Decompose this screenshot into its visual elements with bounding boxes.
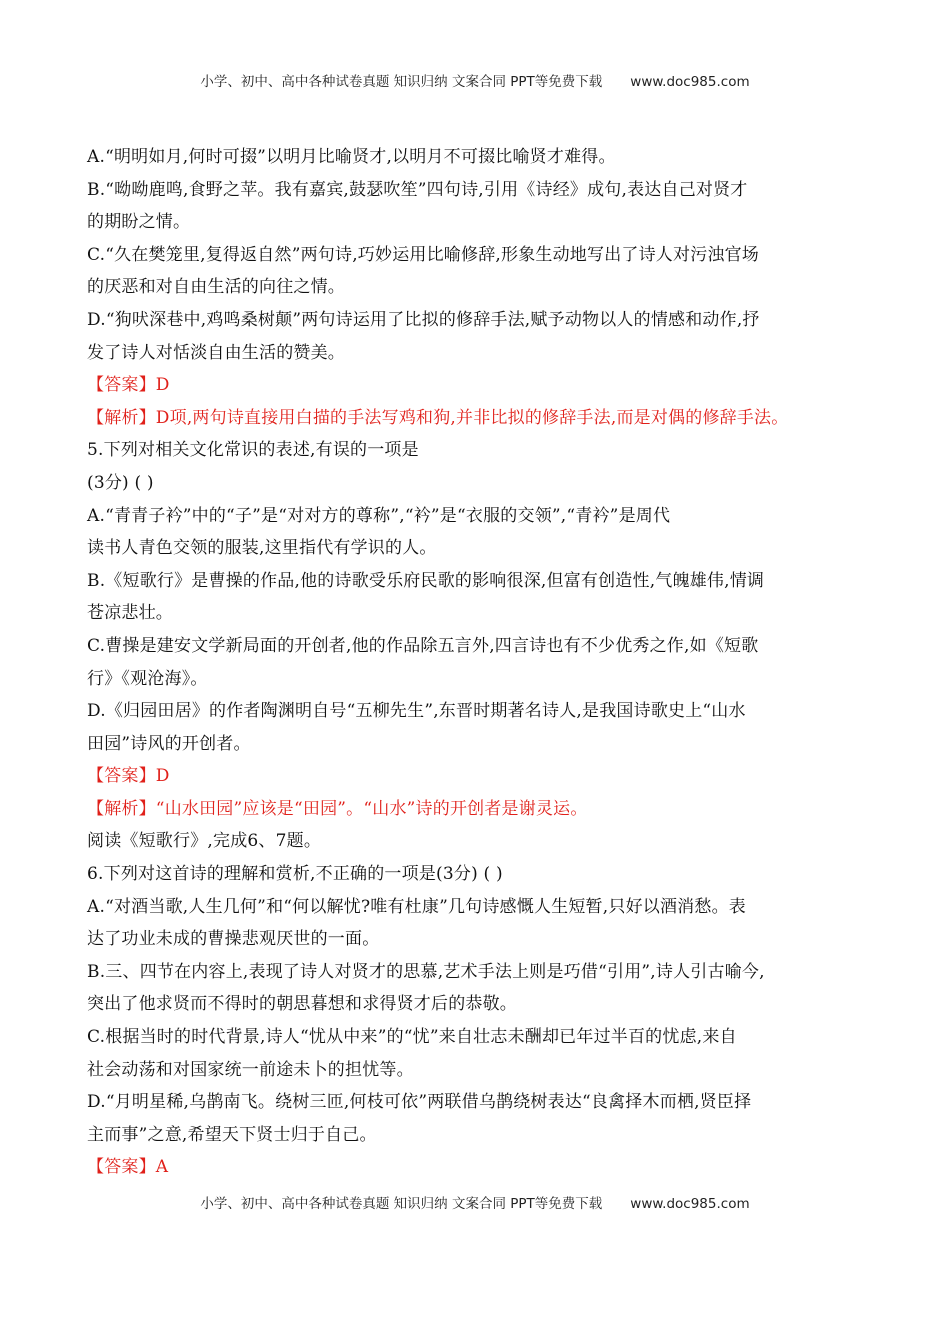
text-line: D.《归园田居》的作者陶渊明自号“五柳先生”,东晋时期著名诗人,是我国诗歌史上“山水 bbox=[87, 701, 746, 722]
text-line: 田园”诗风的开创者。 bbox=[87, 733, 251, 754]
text-line: 阅读《短歌行》,完成6、7题。 bbox=[87, 831, 322, 852]
text-line: B.三、四节在内容上,表现了诗人对贤才的思慕,艺术手法上则是巧借“引用”,诗人引古喻今, bbox=[87, 961, 765, 982]
text-line: 社会动荡和对国家统一前途未卜的担忧等。 bbox=[87, 1059, 414, 1080]
text-line: D.“月明星稀,乌鹊南飞。绕树三匝,何枝可依”两联借乌鹊绕树表达“良禽择木而栖,贤臣择 bbox=[87, 1092, 752, 1113]
text-line: D.“狗吠深巷中,鸡鸣桑树颠”两句诗运用了比拟的修辞手法,赋予动物以人的情感和动作,抒 bbox=[87, 309, 760, 330]
page-header bbox=[0, 70, 950, 90]
text-line: 主而事”之意,希望天下贤士归于自己。 bbox=[87, 1124, 377, 1145]
text-line: B.《短歌行》是曹操的作品,他的诗歌受乐府民歌的影响很深,但富有创造性,气魄雄伟,情调 bbox=[87, 570, 765, 591]
text-line: 苍凉悲壮。 bbox=[87, 603, 173, 624]
text-line: 行》《观沧海》。 bbox=[87, 668, 208, 689]
text-line: A.“对酒当歌,人生几何”和“何以解忧?唯有杜康”几句诗感慨人生短暂,只好以酒消愁。表 bbox=[87, 896, 746, 917]
text-line: (3分) ( ) bbox=[87, 472, 154, 493]
text-line: 发了诗人对恬淡自由生活的赞美。 bbox=[87, 342, 345, 363]
text-line: C.根据当时的时代背景,诗人“忧从中来”的“忧”来自壮志未酬却已年过半百的忧虑,来自 bbox=[87, 1027, 737, 1048]
document-body bbox=[87, 141, 865, 1184]
footer-text: 小学、初中、高中各种试卷真题 知识归纳 文案合同 PPT等免费下载 bbox=[200, 1196, 603, 1212]
answer-line: 【答案】D bbox=[87, 375, 170, 396]
question-line: 5.下列对相关文化常识的表述,有误的一项是 bbox=[87, 440, 419, 461]
text-line: 达了功业未成的曹操悲观厌世的一面。 bbox=[87, 929, 380, 950]
answer-line: 【答案】D bbox=[87, 766, 170, 787]
analysis-line: 【解析】D项,两句诗直接用白描的手法写鸡和狗,并非比拟的修辞手法,而是对偶的修辞手法。 bbox=[87, 407, 789, 428]
analysis-line: 【解析】“山水田园”应该是“田园”。“山水”诗的开创者是谢灵运。 bbox=[87, 798, 588, 819]
page-footer bbox=[0, 1192, 950, 1212]
header-text: 小学、初中、高中各种试卷真题 知识归纳 文案合同 PPT等免费下载 bbox=[200, 74, 603, 90]
question-line: 6.下列对这首诗的理解和赏析,不正确的一项是(3分) ( ) bbox=[87, 864, 503, 885]
text-line: 的期盼之情。 bbox=[87, 212, 191, 233]
header-site-link[interactable]: www.doc985.com bbox=[630, 74, 750, 90]
text-line: C.曹操是建安文学新局面的开创者,他的作品除五言外,四言诗也有不少优秀之作,如《短歌 bbox=[87, 635, 759, 656]
footer-site-link[interactable]: www.doc985.com bbox=[630, 1196, 750, 1212]
answer-line: 【答案】A bbox=[87, 1157, 169, 1178]
text-line: 的厌恶和对自由生活的向往之情。 bbox=[87, 277, 345, 298]
text-line: A.“明明如月,何时可掇”以明月比喻贤才,以明月不可掇比喻贤才难得。 bbox=[87, 147, 616, 167]
text-line: 读书人青色交领的服装,这里指代有学识的人。 bbox=[87, 538, 437, 559]
text-line: C.“久在樊笼里,复得返自然”两句诗,巧妙运用比喻修辞,形象生动地写出了诗人对污浊官场 bbox=[87, 244, 759, 265]
text-line: B.“呦呦鹿鸣,食野之苹。我有嘉宾,鼓瑟吹笙”四句诗,引用《诗经》成句,表达自己对贤才 bbox=[87, 179, 748, 200]
text-line: 突出了他求贤而不得时的朝思暮想和求得贤才后的恭敬。 bbox=[87, 994, 517, 1015]
text-line: A.“青青子衿”中的“子”是“对对方的尊称”,“衿”是“衣服的交领”,“青衿”是周代 bbox=[87, 505, 671, 526]
